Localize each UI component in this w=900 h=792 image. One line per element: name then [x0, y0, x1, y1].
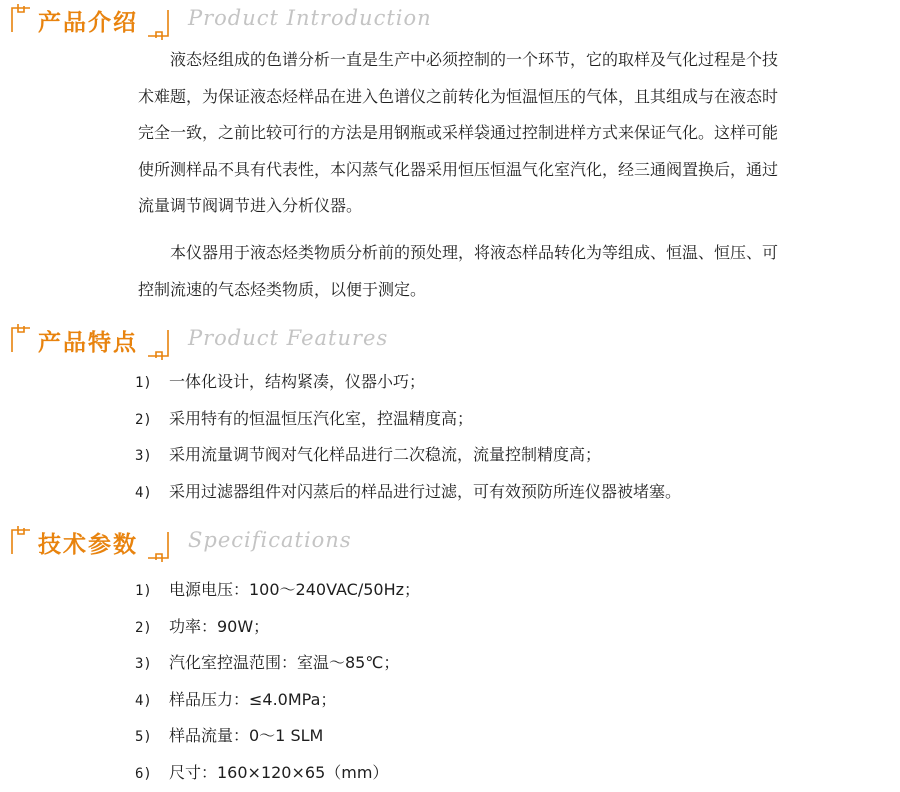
section-title-en: Specifications	[188, 528, 352, 552]
item-text: 采用流量调节阀对气化样品进行二次稳流，流量控制精度高；	[169, 437, 601, 474]
item-number: 4)	[135, 475, 169, 512]
title-frame	[8, 524, 172, 560]
item-number: 3)	[135, 646, 169, 683]
item-text: 样品流量：0～1 SLM	[169, 718, 323, 755]
item-number: 3)	[135, 438, 169, 475]
list-item	[135, 437, 835, 474]
list-item	[135, 682, 835, 719]
list-item	[135, 645, 835, 682]
list-item	[135, 718, 835, 755]
list-item	[135, 364, 835, 401]
section-title-cn: 产品特点	[38, 324, 138, 357]
list-item	[135, 609, 835, 646]
item-text: 采用特有的恒温恒压汽化室，控温精度高；	[169, 401, 473, 438]
section-title-cn: 产品介绍	[38, 4, 138, 37]
item-text: 汽化室控温范围：室温～85℃；	[169, 645, 399, 682]
item-number: 6)	[135, 756, 169, 792]
list-item	[135, 401, 835, 438]
item-text: 电源电压：100～240VAC/50Hz；	[169, 572, 420, 609]
section-title-en: Product Features	[188, 326, 388, 350]
intro-paragraph-2: 本仪器用于液态烃类物质分析前的预处理，将液态样品转化为等组成、恒温、恒压、可控制流速的气态烃类物质，以便于测定。	[138, 235, 778, 308]
features-list	[135, 364, 835, 510]
section-header-intro	[8, 2, 888, 42]
title-frame	[8, 2, 172, 38]
item-number: 2)	[135, 402, 169, 439]
item-text: 一体化设计，结构紧凑，仪器小巧；	[169, 364, 425, 401]
list-item	[135, 572, 835, 609]
item-number: 1)	[135, 365, 169, 402]
intro-paragraph-1: 液态烃组成的色谱分析一直是生产中必须控制的一个环节，它的取样及气化过程是个技术难题，为保证液态烃样品在进入色谱仪之前转化为恒温恒压的气体，且其组成与在液态时完全一致，之前比较可行的方法是用钢瓶或采样袋通过控制进样方式来保证气化。这样可能使所测样品不具有代表性，本闪蒸气化器采用恒压恒温气化室汽化，经三通阀置换后，通过流量调节阀调节进入分析仪器。	[138, 42, 778, 225]
specs-list	[135, 572, 835, 791]
item-number: 1)	[135, 573, 169, 610]
item-text: 功率：90W；	[169, 609, 269, 646]
list-item	[135, 474, 835, 511]
list-item	[135, 755, 835, 792]
section-title-cn: 技术参数	[38, 526, 138, 559]
item-text: 采用过滤器组件对闪蒸后的样品进行过滤，可有效预防所连仪器被堵塞。	[169, 474, 681, 511]
section-header-features	[8, 322, 888, 362]
item-text: 样品压力：≤4.0MPa；	[169, 682, 336, 719]
section-header-specs	[8, 524, 888, 564]
item-number: 5)	[135, 719, 169, 756]
section-title-en: Product Introduction	[188, 6, 432, 30]
title-frame	[8, 322, 172, 358]
item-text: 尺寸：160×120×65（mm）	[169, 755, 388, 792]
item-number: 4)	[135, 683, 169, 720]
item-number: 2)	[135, 610, 169, 647]
